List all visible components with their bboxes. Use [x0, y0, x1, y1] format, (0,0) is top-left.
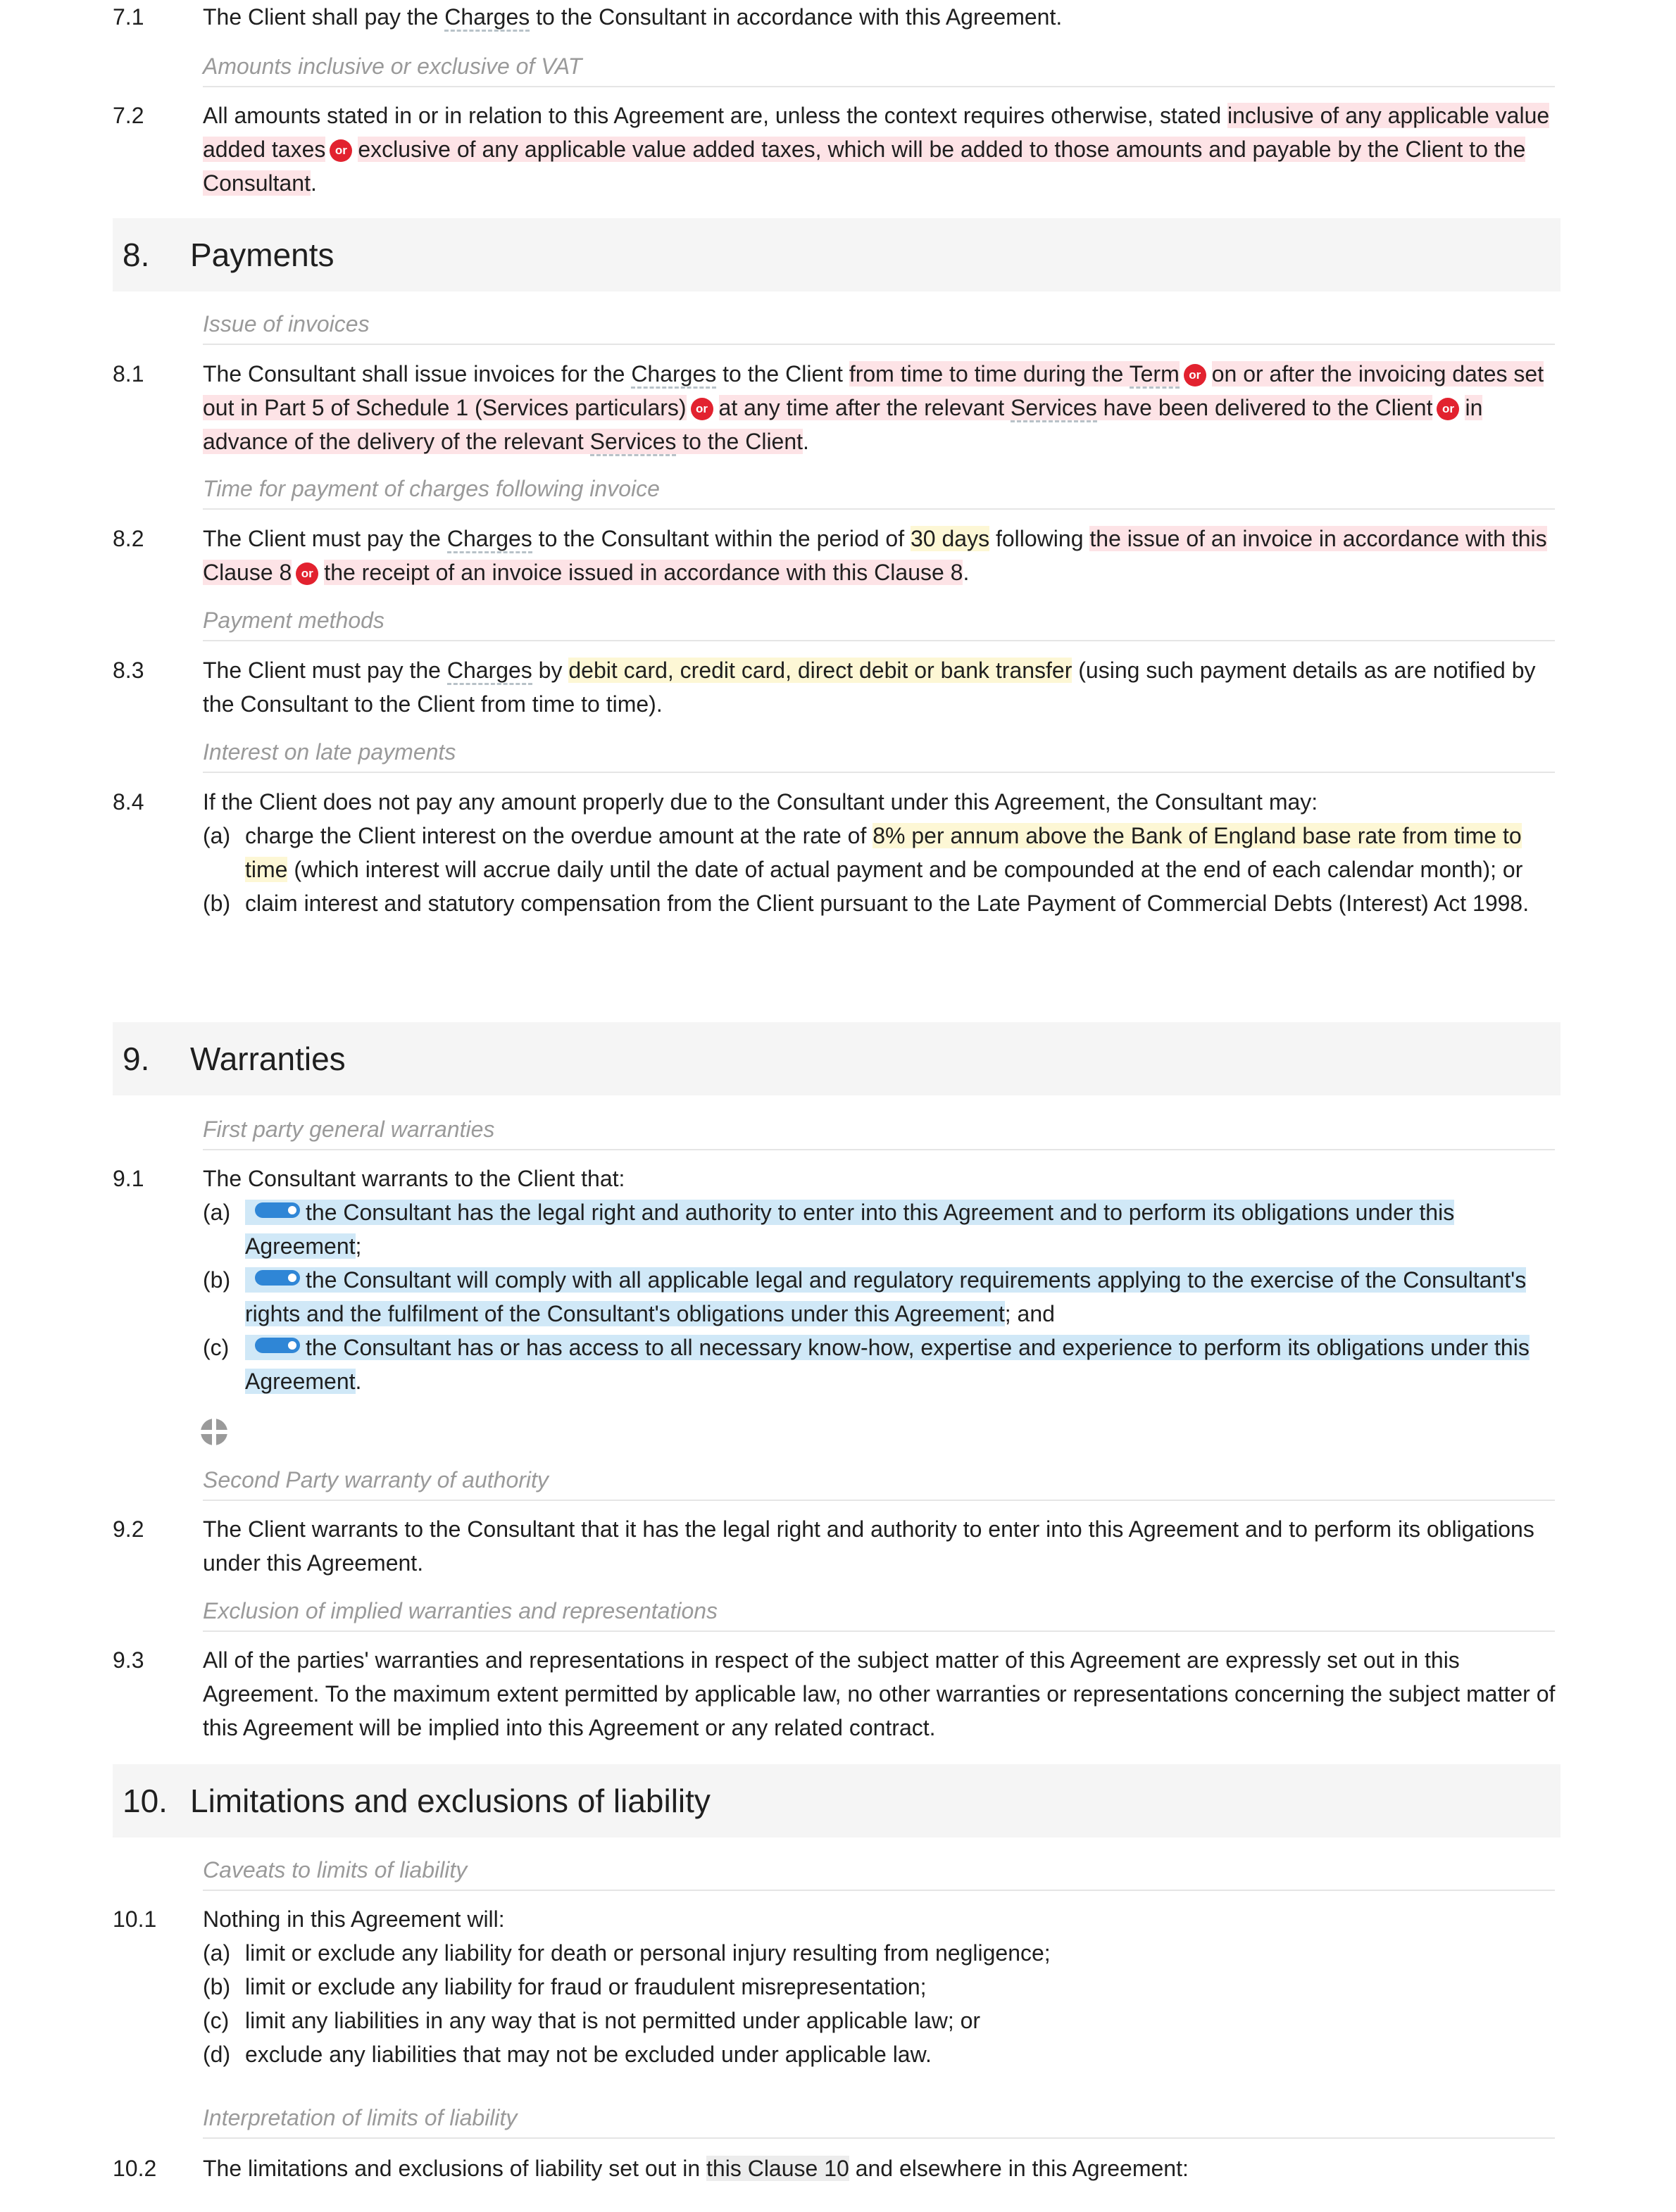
clause-reference[interactable]: this Clause 10: [706, 2156, 849, 2181]
sub-clause-c: (c) limit any liabilities in any way that is not permitted under applicable law; or: [203, 2008, 981, 2033]
clause-number: 8.1: [113, 361, 144, 387]
section-heading-8: [113, 218, 1561, 291]
toggle-on-icon[interactable]: [255, 1270, 300, 1286]
clause-text: The Client must pay the Charges by debit card, credit card, direct debit or bank transfer (using such payment details as are notified by the Consultant to the Client from time to time).: [203, 658, 1536, 717]
toggle-option-a[interactable]: the Consultant has the legal right and authority to enter into this Agreement and to perform its obligations under this Agreement: [245, 1200, 1455, 1259]
option-receipt-of-invoice[interactable]: the receipt of an invoice issued in accordance with this Clause 8: [324, 560, 963, 585]
sub-clause-b: (b) the Consultant will comply with all applicable legal and regulatory requirements applying to the exercise of the Consultant's rights and the fulfilment of the Consultant's obligations under this Agreement; and: [203, 1267, 1527, 1326]
option-during-term[interactable]: from time to time during the Term: [849, 361, 1180, 387]
clause-text: Nothing in this Agreement will: (a) limit or exclude any liability for death or personal injury resulting from negligence; (b) limit or exclude any liability for fraud or fraudulent misrepresentation; (c) limit any liabilities in any way that is not permitted under applicable law; or (d) exclude any liabilities that may not be excluded under applicable law.: [203, 1902, 1565, 2071]
clause-text: The Client warrants to the Consultant that it has the legal right and authority to enter into this Agreement and to perform its obligations under this Agreement.: [203, 1516, 1534, 1576]
section-number: 8.: [123, 237, 150, 273]
or-badge-icon[interactable]: or: [1184, 364, 1206, 387]
defined-term-services[interactable]: Services: [590, 429, 677, 456]
sub-clause-b: (b) claim interest and statutory compensation from the Client pursuant to the Late Payment of Commercial Debts (Interest) Act 1998.: [203, 891, 1530, 916]
sub-clause-c: (c) the Consultant has or has access to all necessary know-how, expertise and experience to perform its obligations under this Agreement.: [203, 1335, 1530, 1394]
subheading-late-payments: Interest on late payments: [203, 736, 1555, 773]
section-title: Limitations and exclusions of liability: [190, 1783, 711, 1819]
subheading-payment-methods: Payment methods: [203, 605, 1555, 641]
variable-payment-methods[interactable]: debit card, credit card, direct debit or bank transfer: [568, 658, 1072, 683]
defined-term-term[interactable]: Term: [1130, 361, 1180, 389]
section-heading-10: [113, 1764, 1561, 1837]
sub-clause-b: (b) limit or exclude any liability for fraud or fraudulent misrepresentation;: [203, 1974, 927, 1999]
sub-clause-a: (a) limit or exclude any liability for death or personal injury resulting from negligence;: [203, 1940, 1051, 1966]
add-clause-icon[interactable]: [200, 1418, 228, 1446]
subheading-time-for-payment: Time for payment of charges following invoice: [203, 473, 1555, 510]
clause-number: 9.3: [113, 1647, 144, 1673]
sub-clause-a: (a) charge the Client interest on the overdue amount at the rate of 8% per annum above the Bank of England base rate from time to time (which interest will accrue daily until the date of actual payment and be compounded at the end of each calendar month); or: [203, 823, 1523, 882]
clause-text: All amounts stated in or in relation to this Agreement are, unless the context requires otherwise, stated inclusive of any applicable value added taxes or exclusive of any applicable value added taxes, which will be added to those amounts and payable by the Client to the Consultant.: [203, 103, 1550, 196]
variable-payment-period[interactable]: 30 days: [911, 526, 990, 551]
clause-text: The limitations and exclusions of liability set out in this Clause 10 and elsewhere in this Agreement:: [203, 2156, 1189, 2181]
sub-clause-d: (d) exclude any liabilities that may not be excluded under applicable law.: [203, 2042, 932, 2067]
toggle-on-icon[interactable]: [255, 1202, 300, 1218]
defined-term-charges[interactable]: Charges: [444, 4, 530, 32]
or-badge-icon[interactable]: or: [691, 398, 713, 420]
section-title: Payments: [190, 237, 334, 273]
sub-clause-a: (a) the Consultant has the legal right and authority to enter into this Agreement and to perform its obligations under this Agreement;: [203, 1200, 1455, 1259]
option-exclusive-vat[interactable]: exclusive of any applicable value added taxes, which will be added to those amounts and payable by the Client to the Consultant: [203, 137, 1526, 196]
section-title: Warranties: [190, 1041, 346, 1077]
clause-text: All of the parties' warranties and representations in respect of the subject matter of this Agreement are expressly set out in this Agreement. To the maximum extent permitted by applicable law, no other warranties or representations concerning the subject matter of this Agreement will be implied into this Agreement or any related contract.: [203, 1647, 1556, 1740]
subheading-caveats: Caveats to limits of liability: [203, 1854, 1555, 1891]
defined-term-charges[interactable]: Charges: [447, 526, 532, 553]
or-badge-icon[interactable]: or: [1437, 398, 1459, 420]
clause-text: The Client must pay the Charges to the Consultant within the period of 30 days following the issue of an invoice in accordance with this Clause 8 or the receipt of an invoice issued in accordance with this Clause 8.: [203, 526, 1547, 585]
section-number: 10.: [123, 1783, 168, 1819]
section-heading-9: [113, 1022, 1561, 1095]
subheading-invoices: Issue of invoices: [203, 308, 1555, 345]
clause-number: 7.1: [113, 4, 144, 30]
subheading-second-party-warranty: Second Party warranty of authority: [203, 1464, 1555, 1501]
option-in-advance[interactable]: in advance of the delivery of the relevant Services to the Client: [203, 395, 1482, 454]
clause-text: The Consultant shall issue invoices for the Charges to the Client from time to time during the Term or on or after the invoicing dates set out in Part 5 of Schedule 1 (Services particulars) or at any time after the relevant Services have been delivered to the Client or in advance of the delivery of the relevant Services to the Client.: [203, 357, 1565, 458]
toggle-option-b[interactable]: the Consultant will comply with all applicable legal and regulatory requirements applying to the exercise of the Consultant's rights and the fulfilment of the Consultant's obligations under this Agreement: [245, 1267, 1527, 1326]
option-invoicing-dates[interactable]: on or after the invoicing dates set out in Part 5 of Schedule 1 (Services particulars): [203, 361, 1544, 420]
defined-term-services[interactable]: Services: [1011, 395, 1097, 422]
or-badge-icon[interactable]: or: [330, 139, 352, 162]
option-inclusive-vat[interactable]: inclusive of any applicable value added taxes: [203, 103, 1550, 162]
option-issue-of-invoice[interactable]: the issue of an invoice in accordance with this Clause 8: [203, 526, 1547, 585]
section-number: 9.: [123, 1041, 150, 1077]
clause-number: 8.4: [113, 789, 144, 815]
subheading-exclusion-implied-warranties: Exclusion of implied warranties and representations: [203, 1595, 1555, 1632]
option-after-delivery[interactable]: at any time after the relevant Services have been delivered to the Client: [719, 395, 1433, 420]
clause-number: 8.2: [113, 526, 144, 551]
or-badge-icon[interactable]: or: [296, 563, 318, 585]
clause-number: 8.3: [113, 658, 144, 683]
subheading-interpretation: Interpretation of limits of liability: [203, 2102, 1555, 2139]
defined-term-charges[interactable]: Charges: [447, 658, 532, 685]
clause-number: 9.1: [113, 1166, 144, 1191]
defined-term-charges[interactable]: Charges: [631, 361, 716, 389]
clause-reference[interactable]: this Clause 8: [203, 526, 1547, 585]
clause-number: 10.1: [113, 1906, 157, 1932]
subheading-first-party-warranties: First party general warranties: [203, 1114, 1555, 1150]
clause-text: The Client shall pay the Charges to the Consultant in accordance with this Agreement.: [203, 0, 1565, 34]
clause-text: The Consultant warrants to the Client that: (a) the Consultant has the legal right and authority to enter into this Agreement and to perform its obligations under this Agreement; (b) the Consultant will comply with all applicable legal and regulatory requirements applying to the exercise of the Consultant's rights and the fulfilment of the Consultant's obligations under this Agreement; and (c) the Consultant has or has access to all necessary know-how, expertise and experience to perform its obligations under this Agreement.: [203, 1162, 1565, 1398]
clause-reference[interactable]: this Clause 8: [832, 560, 963, 585]
subheading-vat: Amounts inclusive or exclusive of VAT: [203, 51, 1555, 87]
clause-number: 7.2: [113, 103, 144, 128]
clause-text: If the Client does not pay any amount properly due to the Consultant under this Agreement, the Consultant may: (a) charge the Client interest on the overdue amount at the rate of 8% per annum above the Bank of England base rate from time to time (which interest will accrue daily until the date of actual payment and be compounded at the end of each calendar month); or (b) claim interest and statutory compensation from the Client pursuant to the Late Payment of Commercial Debts (Interest) Act 1998.: [203, 785, 1565, 920]
variable-interest-rate[interactable]: 8% per annum above the Bank of England base rate from time to time: [245, 823, 1522, 882]
toggle-option-c[interactable]: the Consultant has or has access to all necessary know-how, expertise and experience to perform its obligations under this Agreement: [245, 1335, 1530, 1394]
clause-number: 10.2: [113, 2156, 157, 2181]
clause-number: 9.2: [113, 1516, 144, 1542]
toggle-on-icon[interactable]: [255, 1338, 300, 1353]
